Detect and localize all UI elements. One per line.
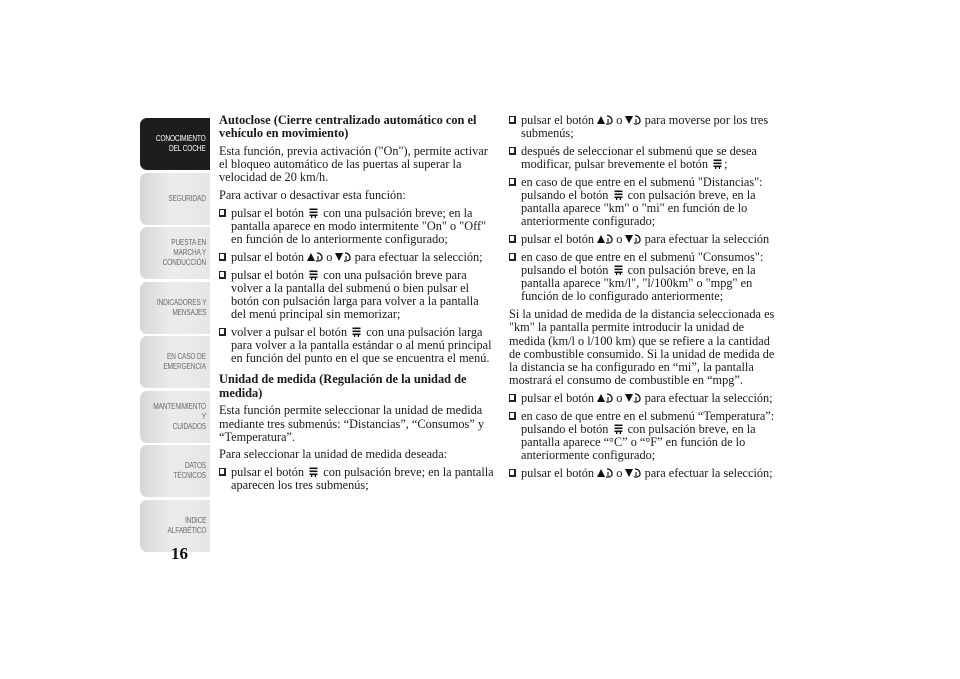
checkbox-bullet-icon	[219, 468, 226, 476]
right-column	[509, 114, 781, 485]
tab-indicadores-mensajes[interactable]: INDICADORES Y MENSAJES	[140, 282, 210, 334]
checkbox-bullet-icon	[509, 412, 516, 420]
down-button-icon	[625, 233, 641, 244]
checkbox-bullet-icon	[219, 328, 226, 336]
paragraph: Para seleccionar la unidad de medida deseada:	[219, 447, 448, 462]
list-item: en caso de que entre en el submenú "Consumos": pulsando el botón con pulsación breve, en la pantalla aparece "km/l", "l/100km" o "mpg" en función de lo configurado anteriormente;	[509, 251, 781, 304]
left-column	[219, 114, 495, 497]
up-button-icon	[597, 233, 613, 244]
tab-seguridad[interactable]: SEGURIDAD	[140, 173, 210, 225]
checkbox-bullet-icon	[509, 147, 516, 155]
checkbox-bullet-icon	[219, 209, 226, 217]
list-item: en caso de que entre en el submenú "Distancias": pulsando el botón con pulsación breve, en la pantalla aparece "km" o "mi" en función de lo anteriormente configurado;	[509, 176, 781, 229]
paragraph: Si la unidad de medida de la distancia seleccionada es "km" la pantalla permite introducir la unidad de medida (km/l o l/100 km) que se refiere a la cantidad de combustible consumido. Si la unidad de medida de la distancia se ha configurado en “mi”, la pantalla mostrará el consumo de combustible en “mpg”.	[509, 307, 775, 388]
list-item: en caso de que entre en el submenú “Temperatura”: pulsando el botón con pulsación breve, en la pantalla aparece “°C” o “°F” en función de lo anteriormente configurado;	[509, 410, 781, 463]
checkbox-bullet-icon	[509, 178, 516, 186]
heading-unidad-de-medida: Unidad de medida (Regulación de la unidad de medida)	[219, 372, 467, 400]
checkbox-bullet-icon	[509, 235, 516, 243]
tab-datos-tecnicos[interactable]: DATOS TÉCNICOS	[140, 445, 210, 497]
menu-button-icon	[713, 159, 722, 169]
up-button-icon	[307, 251, 323, 262]
list-item: pulsar el botón o para efectuar la selección;	[509, 467, 781, 480]
checkbox-bullet-icon	[509, 116, 516, 124]
up-button-icon	[597, 392, 613, 403]
list-item: pulsar el botón o para moverse por los tres submenús;	[509, 114, 781, 140]
list-item: pulsar el botón o para efectuar la selección;	[219, 251, 495, 264]
menu-button-icon	[614, 190, 623, 200]
up-button-icon	[597, 467, 613, 478]
menu-button-icon	[309, 208, 318, 218]
down-button-icon	[625, 467, 641, 478]
tab-indice-alfabetico[interactable]: ÍNDICE ALFABÉTICO	[140, 500, 210, 552]
menu-button-icon	[352, 327, 361, 337]
tab-puesta-en-marcha[interactable]: PUESTA EN MARCHA Y CONDUCCIÓN	[140, 227, 210, 279]
list-item: pulsar el botón o para efectuar la selección	[509, 233, 781, 246]
paragraph: Esta función, previa activación ("On"), permite activar el bloqueo automático de las puertas al superar la velocidad de 20 km/h.	[219, 143, 488, 185]
menu-button-icon	[309, 467, 318, 477]
checkbox-bullet-icon	[509, 394, 516, 402]
tab-en-caso-de-emergencia[interactable]: EN CASO DE EMERGENCIA	[140, 336, 210, 388]
down-button-icon	[335, 251, 351, 262]
list-item: pulsar el botón con pulsación breve; en la pantalla aparecen los tres submenús;	[219, 466, 495, 492]
down-button-icon	[625, 392, 641, 403]
list-item: pulsar el botón con una pulsación breve; en la pantalla aparece en modo intermitente "On" o "Off" en función de lo anteriormente configurado;	[219, 207, 495, 247]
tab-conocimiento-del-coche[interactable]: CONOCIMIENTO DEL COCHE	[140, 118, 210, 170]
checkbox-bullet-icon	[509, 469, 516, 477]
list-item: volver a pulsar el botón con una pulsación larga para volver a la pantalla estándar o al menú principal en función del punto en el que se encuentra el menú.	[219, 326, 495, 366]
menu-button-icon	[614, 265, 623, 275]
checkbox-bullet-icon	[509, 253, 516, 261]
page-number: 16	[171, 544, 188, 563]
checkbox-bullet-icon	[219, 271, 226, 279]
list-item: pulsar el botón o para efectuar la selección;	[509, 392, 781, 405]
list-item: pulsar el botón con una pulsación breve para volver a la pantalla del submenú o bien pulsar el botón con pulsación larga para volver a la pantalla del menú principal sin memorizar;	[219, 269, 495, 322]
down-button-icon	[625, 114, 641, 125]
menu-button-icon	[309, 270, 318, 280]
heading-autoclose: Autoclose (Cierre centralizado automático con el vehículo en movimiento)	[219, 113, 477, 141]
checkbox-bullet-icon	[219, 253, 226, 261]
up-button-icon	[597, 114, 613, 125]
tab-mantenimiento-cuidados[interactable]: MANTENIMIENTO Y CUIDADOS	[140, 391, 210, 443]
paragraph: Para activar o desactivar esta función:	[219, 188, 406, 203]
paragraph: Esta función permite seleccionar la unidad de medida mediante tres submenús: “Distancias”, “Consumos” y “Temperatura”.	[219, 403, 485, 444]
chapter-tabs	[140, 118, 210, 554]
list-item: después de seleccionar el submenú que se desea modificar, pulsar brevemente el botón ;	[509, 145, 781, 171]
menu-button-icon	[614, 424, 623, 434]
